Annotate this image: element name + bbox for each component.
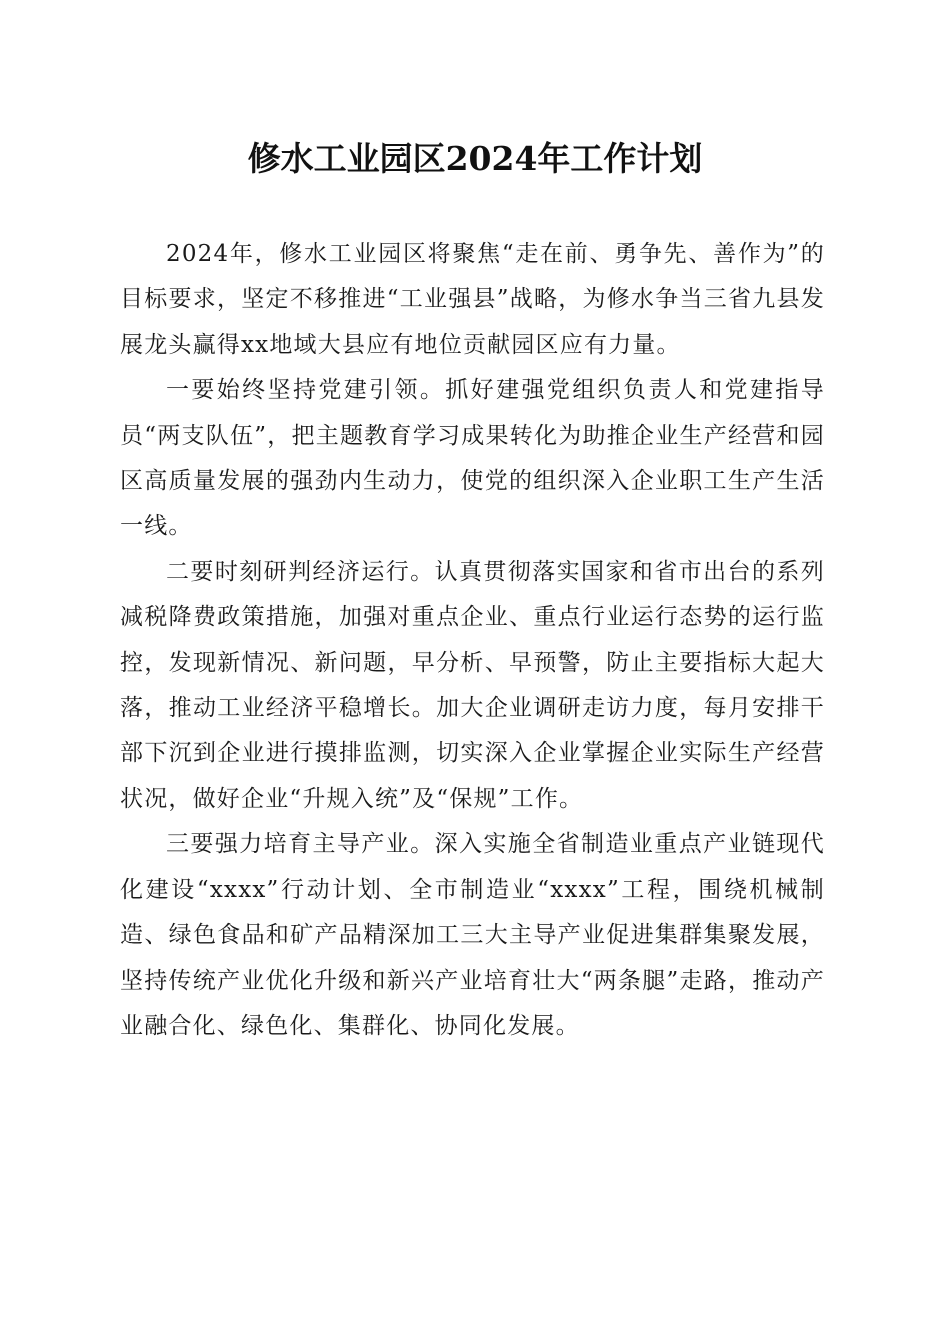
paragraph-party-building: 一要始终坚持党建引领。抓好建强党组织负责人和党建指导员“两支队伍”，把主题教育学习成果转化为助推企业生产经营和园区高质量发展的强劲内生动力，使党的组织深入企业职工生产生活一线。 <box>120 377 825 540</box>
document-title: 修水工业园区2024年工作计划 <box>247 139 703 178</box>
paragraph-intro: 2024年，修水工业园区将聚焦“走在前、勇争先、善作为”的目标要求，坚定不移推进“工业强县”战略，为修水争当三省九县发展龙头赢得xx地域大县应有地位贡献园区应有力量。 <box>120 241 825 358</box>
document-body <box>120 232 825 1049</box>
paragraph-economic-monitoring: 二要时刻研判经济运行。认真贯彻落实国家和省市出台的系列减税降费政策措施，加强对重点企业、重点行业运行态势的运行监控，发现新情况、新问题，早分析、早预警，防止主要指标大起大落，推动工业经济平稳增长。加大企业调研走访力度，每月安排干部下沉到企业进行摸排监测，切实深入企业掌握企业实际生产经营状况，做好企业“升规入统”及“保规”工作。 <box>120 558 825 812</box>
paragraph-leading-industries: 三要强力培育主导产业。深入实施全省制造业重点产业链现代化建设“xxxx”行动计划、全市制造业“xxxx”工程，围绕机械制造、绿色食品和矿产品精深加工三大主导产业促进集群集聚发展，坚持传统产业优化升级和新兴产业培育壮大“两条腿”走路，推动产业融合化、绿色化、集群化、协同化发展。 <box>120 831 825 1039</box>
